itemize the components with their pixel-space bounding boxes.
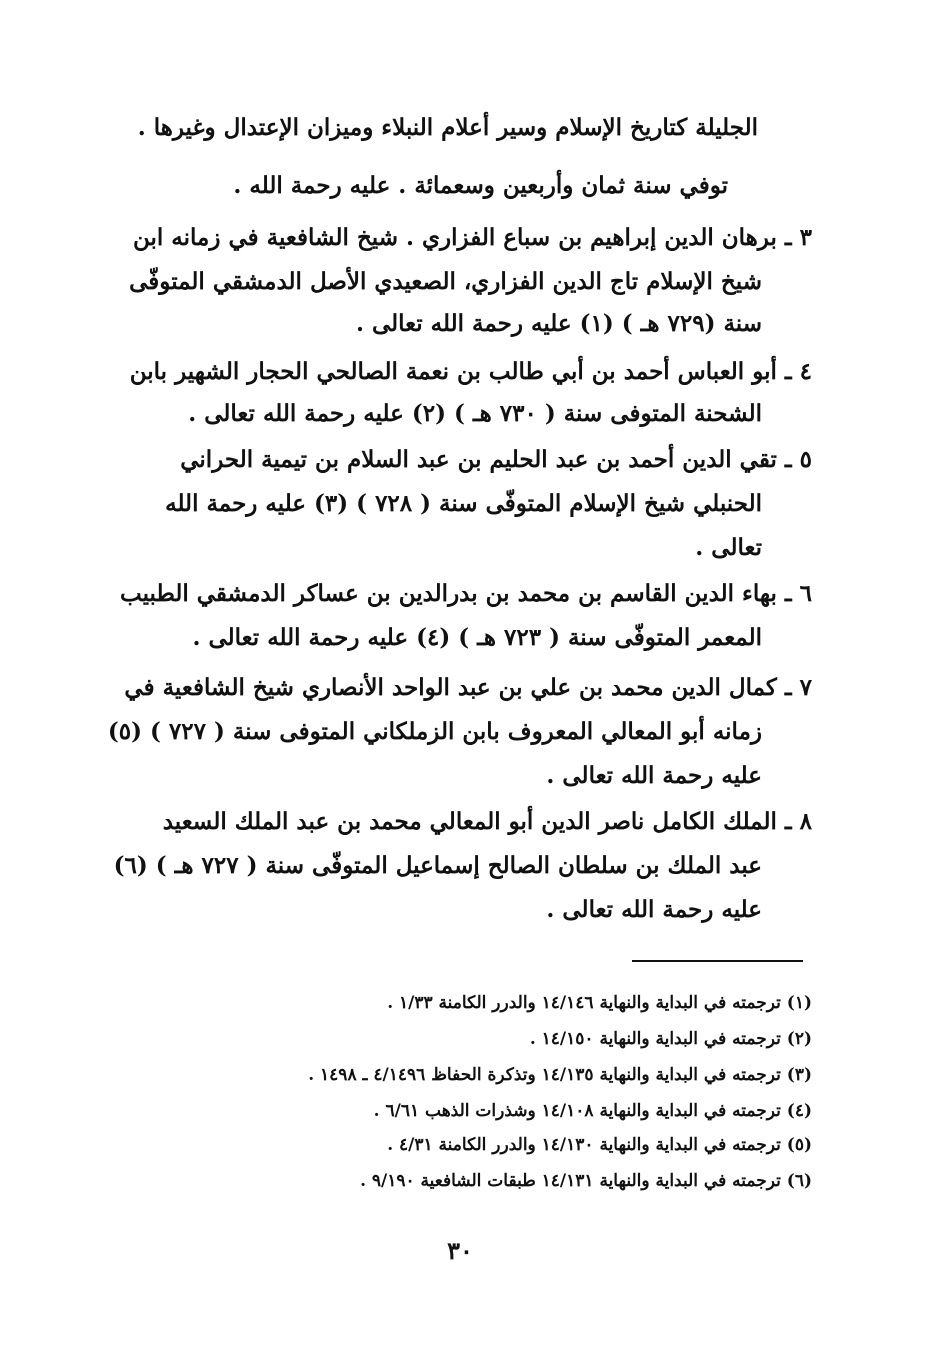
entry-6-line-2: المعمر المتوفّى سنة ( ٧٢٣ هـ ) (٤) عليه رحمة الله تعالى .: [192, 624, 762, 651]
entry-7-line-1: ٧ ـ كمال الدين محمد بن علي بن عبد الواحد الأنصاري شيخ الشافعية في: [124, 674, 812, 701]
page-number: ٣٠: [447, 1236, 473, 1265]
entry-7-line-3: عليه رحمة الله تعالى .: [546, 762, 762, 789]
intro-line-2: توفي سنة ثمان وأربعين وسعمائة . عليه رحمة الله .: [233, 172, 728, 199]
footnote-6: (٦) ترجمته في البداية والنهاية ١٤/١٣١ طبقات الشافعية ٩/١٩٠ .: [360, 1171, 812, 1191]
footnote-separator: [632, 960, 803, 962]
entry-6-line-1: ٦ ـ بهاء الدين القاسم بن محمد بن بدرالدين بن عساكر الدمشقي الطبيب: [120, 580, 812, 607]
footnote-1: (١) ترجمته في البداية والنهاية ١٤/١٤٦ والدرر الكامنة ١/٣٣ .: [387, 993, 812, 1013]
entry-4-line-2: الشحنة المتوفى سنة ( ٧٣٠ هـ ) (٢) عليه رحمة الله تعالى .: [188, 400, 762, 427]
footnote-2: (٢) ترجمته في البداية والنهاية ١٤/١٥٠ .: [529, 1029, 812, 1049]
footnote-4: (٤) ترجمته في البداية والنهاية ١٤/١٠٨ وشذرات الذهب ٦/٦١ .: [373, 1101, 812, 1121]
entry-5-line-3: تعالى .: [695, 534, 762, 561]
entry-7-line-2: زمانه أبو المعالي المعروف بابن الزملكاني المتوفى سنة ( ٧٢٧ ) (٥): [107, 718, 762, 745]
entry-8-line-1: ٨ ـ الملك الكامل ناصر الدين أبو المعالي محمد بن عبد الملك السعيد: [162, 808, 812, 835]
entry-3-line-2: شيخ الإسلام تاج الدين الفزاري، الصعيدي الأصل الدمشقي المتوفّى: [129, 268, 762, 295]
entry-5-line-1: ٥ ـ تقي الدين أحمد بن عبد الحليم بن عبد السلام بن تيمية الحراني: [180, 446, 812, 473]
intro-line-1: الجليلة كتاريخ الإسلام وسير أعلام النبلاء وميزان الإعتدال وغيرها .: [137, 114, 758, 141]
entry-3-line-3: سنة (٧٢٩ هـ ) (١) عليه رحمة الله تعالى .: [355, 310, 762, 337]
entry-8-line-3: عليه رحمة الله تعالى .: [546, 896, 762, 923]
entry-5-line-2: الحنبلي شيخ الإسلام المتوفّى سنة ( ٧٢٨ ) (٣) عليه رحمة الله: [165, 490, 762, 517]
entry-3-line-1: ٣ ـ برهان الدين إبراهيم بن سباع الفزاري . شيخ الشافعية في زمانه ابن: [133, 224, 812, 251]
footnote-3: (٣) ترجمته في البداية والنهاية ١٤/١٣٥ وتذكرة الحفاظ ٤/١٤٩٦ ـ ١٤٩٨ .: [308, 1065, 812, 1085]
footnote-5: (٥) ترجمته في البداية والنهاية ١٤/١٣٠ والدرر الكامنة ٤/٣١ .: [387, 1135, 812, 1155]
entry-8-line-2: عبد الملك بن سلطان الصالح إسماعيل المتوفّى سنة ( ٧٢٧ هـ ) (٦): [113, 852, 762, 879]
entry-4-line-1: ٤ ـ أبو العباس أحمد بن أبي طالب بن نعمة الصالحي الحجار الشهير بابن: [129, 358, 812, 385]
